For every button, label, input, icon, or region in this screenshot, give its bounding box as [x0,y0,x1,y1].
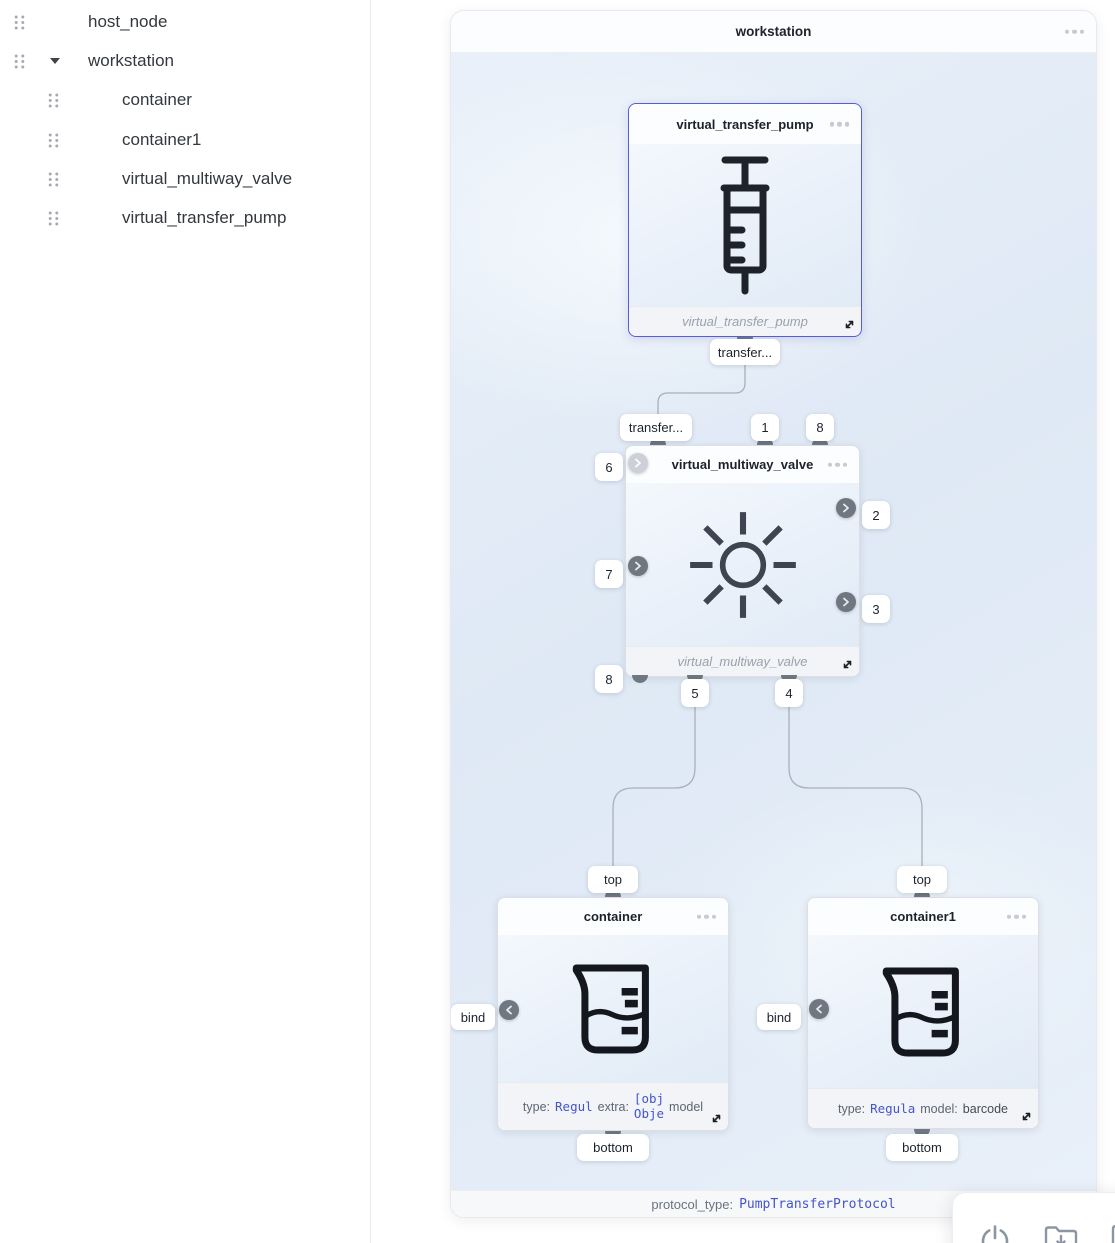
sidebar-item-container1[interactable] [0,125,371,155]
edge-valve4-to-container1-top [789,683,922,893]
port-label-pump-transfer [710,339,780,365]
chevron-right-icon [842,597,850,607]
port-label-container-top [588,866,638,893]
port-label-valve-transfer [620,414,692,441]
sidebar-item-virtual-transfer-pump[interactable] [0,203,371,233]
port-label-valve-6 [595,453,623,481]
port-label-valve-5 [681,679,709,707]
field-extra-label: extra: [597,1099,629,1114]
port-label-valve-4 [775,679,803,707]
port-label-valve-3 [862,595,890,623]
chevron-right-icon [842,503,850,513]
chevron-right-icon [634,561,642,571]
port-label-text: bottom [902,1140,942,1155]
port-valve-7[interactable] [628,556,648,576]
caret-down-icon[interactable] [50,58,60,64]
port-label-text: 8 [605,671,613,687]
ellipsis-menu-icon[interactable] [1065,29,1085,34]
port-label-text: 6 [605,459,613,475]
node-footer-label: virtual_multiway_valve [677,654,808,669]
drag-handle-icon[interactable] [48,172,59,187]
node-title: virtual_multiway_valve [671,457,814,472]
field-type-label: type: [838,1101,866,1116]
port-label-text: 8 [816,420,824,435]
port-label-text: top [603,872,623,887]
port-valve-3[interactable] [836,592,856,612]
port-label-text: transfer... [717,344,773,360]
port-valve-2[interactable] [836,498,856,518]
field-type-value: Regul [555,1099,593,1114]
node-title: container1 [890,909,956,924]
protocol-type-value: PumpTransferProtocol [739,1196,896,1212]
chevron-left-icon [505,1005,513,1015]
port-label-text: 3 [872,601,880,617]
port-label-container1-bind [757,1004,801,1030]
port-label-text: transfer... [628,420,684,435]
port-label-valve-7 [595,560,623,588]
port-container1-bind[interactable] [809,999,829,1019]
chevron-left-icon [815,1004,823,1014]
power-button[interactable] [977,1222,1013,1243]
port-label-valve-1 [751,414,779,441]
drag-handle-icon[interactable] [48,133,59,148]
drag-handle-icon[interactable] [14,54,25,69]
workstation-panel-header [451,11,1096,53]
workstation-group-panel [450,10,1097,1218]
canvas-action-toolbar [952,1192,1115,1243]
chevron-right-icon [634,458,642,468]
port-label-valve-2 [862,501,890,529]
field-model-label: model [669,1099,704,1114]
port-label-text: 1 [761,420,769,435]
tree-item-label[interactable]: container1 [122,130,202,149]
port-label-text: bind [460,1009,486,1025]
node-title: virtual_transfer_pump [676,116,814,132]
flow-canvas[interactable] [451,53,1096,1190]
tree-item-label[interactable]: virtual_multiway_valve [122,169,293,188]
port-label-container-bottom [577,1134,649,1161]
tree-item-label[interactable]: host_node [88,12,168,31]
power-icon [978,1223,1012,1243]
tree-item-label[interactable]: container [122,90,192,109]
port-label-container1-bottom [886,1134,958,1161]
import-folder-button[interactable] [1043,1222,1079,1243]
port-label-text: bind [766,1009,792,1025]
tree-item-label[interactable]: virtual_transfer_pump [122,208,287,227]
field-model-value: barcode [962,1101,1008,1116]
port-label-valve-8-bottom [595,665,623,693]
sidebar-item-virtual-multiway-valve[interactable] [0,164,371,194]
sidebar-tree [0,0,371,1243]
port-label-text: 2 [872,507,880,523]
node-footer-label: virtual_transfer_pump [682,314,808,329]
port-label-valve-8-top [806,414,834,441]
port-label-container1-top [897,866,947,893]
port-label-text: 7 [605,566,613,582]
tree-item-label[interactable]: workstation [88,51,174,70]
sidebar-item-workstation[interactable] [0,46,371,76]
port-label-text: bottom [593,1140,633,1155]
protocol-type-label: protocol_type: [651,1196,734,1212]
drag-handle-icon[interactable] [14,15,25,30]
export-document-button[interactable] [1109,1222,1115,1243]
edge-valve5-to-container-top [613,683,695,893]
field-type-label: type: [522,1099,551,1114]
port-label-text: top [912,872,932,887]
drag-handle-icon[interactable] [48,211,59,226]
field-extra-value-line2: Obje [633,1105,665,1121]
field-model-label: model: [920,1101,958,1116]
field-extra-value-line1: [obj [633,1091,665,1107]
field-type-value: Regula [870,1101,916,1116]
sidebar-item-container[interactable] [0,85,371,115]
workstation-panel-title: workstation [735,24,812,39]
sidebar-item-host-node[interactable] [0,7,371,37]
port-label-text: 4 [785,685,793,701]
port-label-text: 5 [691,685,699,701]
document-icon [1109,1223,1115,1243]
port-valve-6[interactable] [628,453,648,473]
port-label-container-bind [451,1004,495,1030]
drag-handle-icon[interactable] [48,93,59,108]
folder-download-icon [1043,1224,1079,1243]
node-title: container [583,909,643,924]
port-container-bind[interactable] [499,1000,519,1020]
